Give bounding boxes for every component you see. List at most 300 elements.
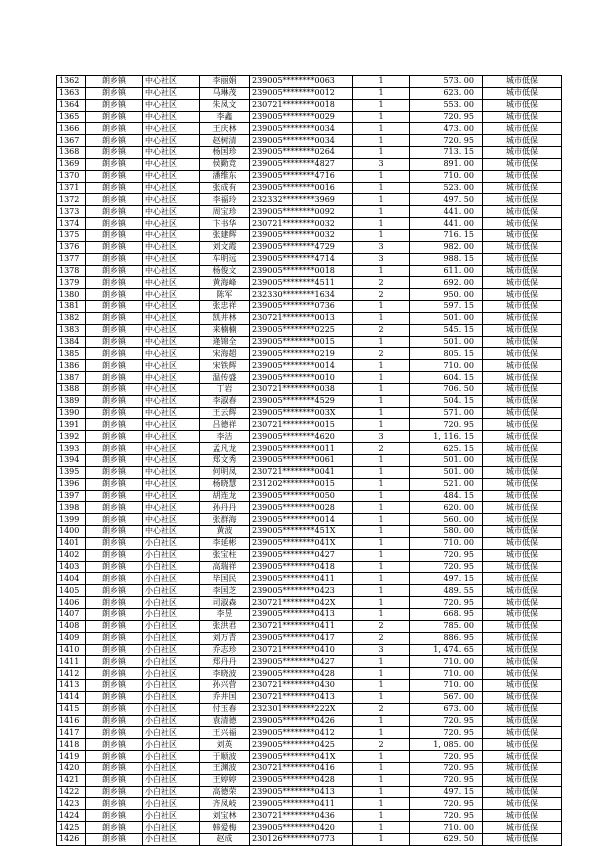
- household-size-cell: 1: [353, 691, 410, 703]
- id-number-cell: 239005********0264: [250, 147, 353, 159]
- amount-cell: 501. 00: [410, 312, 483, 324]
- name-cell: 宋铁辉: [200, 360, 250, 372]
- id-number-cell: 239005********0423: [250, 585, 353, 597]
- amount-cell: 625. 15: [410, 443, 483, 455]
- row-number-cell: 1380: [57, 289, 86, 301]
- id-number-cell: 232332********3969: [250, 194, 353, 206]
- household-size-cell: 1: [353, 466, 410, 478]
- id-number-cell: 239005********4511: [250, 277, 353, 289]
- community-cell: 小白社区: [143, 585, 200, 597]
- id-number-cell: 230721********0015: [250, 419, 353, 431]
- relief-type-cell: 城市低保: [483, 431, 562, 443]
- id-number-cell: 239005********0061: [250, 455, 353, 467]
- id-number-cell: 239005********0411: [250, 798, 353, 810]
- table-row: [57, 715, 562, 727]
- id-number-cell: 230721********0041: [250, 466, 353, 478]
- community-cell: 中心社区: [143, 419, 200, 431]
- town-cell: 朗乡镇: [86, 265, 143, 277]
- id-number-cell: 239005********0014: [250, 360, 353, 372]
- row-number-cell: 1394: [57, 455, 86, 467]
- relief-type-cell: 城市低保: [483, 277, 562, 289]
- table-row: [57, 182, 562, 194]
- household-size-cell: 1: [353, 526, 410, 538]
- community-cell: 中心社区: [143, 289, 200, 301]
- community-cell: 中心社区: [143, 99, 200, 111]
- amount-cell: 629. 50: [410, 834, 483, 846]
- row-number-cell: 1413: [57, 680, 86, 692]
- amount-cell: 668. 95: [410, 608, 483, 620]
- table-row: [57, 265, 562, 277]
- community-cell: 小白社区: [143, 834, 200, 846]
- name-cell: 王兴福: [200, 727, 250, 739]
- row-number-cell: 1384: [57, 336, 86, 348]
- name-cell: 张洪君: [200, 620, 250, 632]
- community-cell: 小白社区: [143, 573, 200, 585]
- community-cell: 小白社区: [143, 751, 200, 763]
- community-cell: 小白社区: [143, 691, 200, 703]
- town-cell: 朗乡镇: [86, 680, 143, 692]
- community-cell: 中心社区: [143, 514, 200, 526]
- community-cell: 中心社区: [143, 395, 200, 407]
- table-row: [57, 490, 562, 502]
- table-row: [57, 466, 562, 478]
- town-cell: 朗乡镇: [86, 182, 143, 194]
- row-number-cell: 1407: [57, 608, 86, 620]
- name-cell: 郑文秀: [200, 455, 250, 467]
- id-number-cell: 232330********1634: [250, 289, 353, 301]
- community-cell: 小白社区: [143, 786, 200, 798]
- table-row: [57, 324, 562, 336]
- name-cell: 何明凤: [200, 466, 250, 478]
- town-cell: 朗乡镇: [86, 123, 143, 135]
- relief-type-cell: 城市低保: [483, 620, 562, 632]
- amount-cell: 523. 00: [410, 182, 483, 194]
- town-cell: 朗乡镇: [86, 76, 143, 88]
- town-cell: 朗乡镇: [86, 218, 143, 230]
- amount-cell: 720. 95: [410, 111, 483, 123]
- community-cell: 中心社区: [143, 135, 200, 147]
- table-row: [57, 289, 562, 301]
- amount-cell: 1, 116. 15: [410, 431, 483, 443]
- household-size-cell: 1: [353, 99, 410, 111]
- household-size-cell: 1: [353, 715, 410, 727]
- relief-type-cell: 城市低保: [483, 798, 562, 810]
- name-cell: 刘万青: [200, 632, 250, 644]
- amount-cell: 720. 95: [410, 810, 483, 822]
- amount-cell: 611. 00: [410, 265, 483, 277]
- household-size-cell: 2: [353, 324, 410, 336]
- amount-cell: 571. 00: [410, 407, 483, 419]
- table-row: [57, 644, 562, 656]
- household-size-cell: 1: [353, 312, 410, 324]
- name-cell: 温传盛: [200, 372, 250, 384]
- id-number-cell: 230721********0416: [250, 762, 353, 774]
- town-cell: 朗乡镇: [86, 99, 143, 111]
- community-cell: 中心社区: [143, 478, 200, 490]
- household-size-cell: 1: [353, 170, 410, 182]
- row-number-cell: 1385: [57, 348, 86, 360]
- name-cell: 王婷婷: [200, 774, 250, 786]
- name-cell: 李福玲: [200, 194, 250, 206]
- table-row: [57, 727, 562, 739]
- amount-cell: 573. 00: [410, 76, 483, 88]
- id-number-cell: 239005********0050: [250, 490, 353, 502]
- id-number-cell: 232301********222X: [250, 703, 353, 715]
- town-cell: 朗乡镇: [86, 549, 143, 561]
- household-size-cell: 1: [353, 680, 410, 692]
- town-cell: 朗乡镇: [86, 703, 143, 715]
- household-size-cell: 1: [353, 727, 410, 739]
- household-size-cell: 1: [353, 455, 410, 467]
- amount-cell: 710. 00: [410, 537, 483, 549]
- id-number-cell: 239005********4729: [250, 241, 353, 253]
- relief-type-cell: 城市低保: [483, 537, 562, 549]
- name-cell: 孟凡龙: [200, 443, 250, 455]
- amount-cell: 891. 00: [410, 158, 483, 170]
- town-cell: 朗乡镇: [86, 135, 143, 147]
- row-number-cell: 1403: [57, 561, 86, 573]
- row-number-cell: 1365: [57, 111, 86, 123]
- id-number-cell: 239005********0426: [250, 715, 353, 727]
- amount-cell: 501. 00: [410, 336, 483, 348]
- row-number-cell: 1414: [57, 691, 86, 703]
- amount-cell: 710. 00: [410, 680, 483, 692]
- row-number-cell: 1364: [57, 99, 86, 111]
- row-number-cell: 1363: [57, 87, 86, 99]
- town-cell: 朗乡镇: [86, 336, 143, 348]
- town-cell: 朗乡镇: [86, 490, 143, 502]
- household-size-cell: 3: [353, 253, 410, 265]
- household-size-cell: 3: [353, 644, 410, 656]
- id-number-cell: 230721********0032: [250, 218, 353, 230]
- community-cell: 小白社区: [143, 549, 200, 561]
- relief-type-cell: 城市低保: [483, 455, 562, 467]
- relief-type-cell: 城市低保: [483, 76, 562, 88]
- amount-cell: 1, 085. 00: [410, 739, 483, 751]
- amount-cell: 521. 00: [410, 478, 483, 490]
- relief-type-cell: 城市低保: [483, 715, 562, 727]
- id-number-cell: 239005********0014: [250, 514, 353, 526]
- relief-type-cell: 城市低保: [483, 644, 562, 656]
- household-size-cell: 1: [353, 383, 410, 395]
- relief-type-cell: 城市低保: [483, 608, 562, 620]
- id-number-cell: 230721********0430: [250, 680, 353, 692]
- row-number-cell: 1420: [57, 762, 86, 774]
- amount-cell: 497. 15: [410, 786, 483, 798]
- community-cell: 中心社区: [143, 218, 200, 230]
- row-number-cell: 1370: [57, 170, 86, 182]
- table-row: [57, 419, 562, 431]
- household-size-cell: 1: [353, 182, 410, 194]
- relief-type-cell: 城市低保: [483, 502, 562, 514]
- amount-cell: 623. 00: [410, 87, 483, 99]
- id-number-cell: 239005********0425: [250, 739, 353, 751]
- id-number-cell: 239005********0018: [250, 265, 353, 277]
- name-cell: 车明远: [200, 253, 250, 265]
- row-number-cell: 1410: [57, 644, 86, 656]
- town-cell: 朗乡镇: [86, 455, 143, 467]
- community-cell: 小白社区: [143, 561, 200, 573]
- name-cell: 李淑春: [200, 395, 250, 407]
- relief-type-cell: 城市低保: [483, 786, 562, 798]
- id-number-cell: 231202********0015: [250, 478, 353, 490]
- community-cell: 小白社区: [143, 739, 200, 751]
- id-number-cell: 230126********0773: [250, 834, 353, 846]
- row-number-cell: 1425: [57, 822, 86, 834]
- household-size-cell: 3: [353, 241, 410, 253]
- table-row: [57, 76, 562, 88]
- id-number-cell: 239005********041X: [250, 751, 353, 763]
- household-size-cell: 1: [353, 502, 410, 514]
- household-size-cell: 1: [353, 786, 410, 798]
- row-number-cell: 1398: [57, 502, 86, 514]
- relief-type-cell: 城市低保: [483, 395, 562, 407]
- amount-cell: 545. 15: [410, 324, 483, 336]
- town-cell: 朗乡镇: [86, 324, 143, 336]
- town-cell: 朗乡镇: [86, 289, 143, 301]
- household-size-cell: 2: [353, 703, 410, 715]
- relief-type-cell: 城市低保: [483, 834, 562, 846]
- household-size-cell: 1: [353, 608, 410, 620]
- town-cell: 朗乡镇: [86, 466, 143, 478]
- table-row: [57, 478, 562, 490]
- amount-cell: 720. 95: [410, 727, 483, 739]
- name-cell: 李国芝: [200, 585, 250, 597]
- amount-cell: 441. 00: [410, 218, 483, 230]
- amount-cell: 710. 00: [410, 656, 483, 668]
- household-size-cell: 1: [353, 762, 410, 774]
- community-cell: 中心社区: [143, 194, 200, 206]
- name-cell: 毕国民: [200, 573, 250, 585]
- relief-type-cell: 城市低保: [483, 751, 562, 763]
- household-size-cell: 1: [353, 218, 410, 230]
- amount-cell: 710. 00: [410, 170, 483, 182]
- name-cell: 逄锦全: [200, 336, 250, 348]
- household-size-cell: 1: [353, 360, 410, 372]
- table-row: [57, 229, 562, 241]
- name-cell: 杨晓慧: [200, 478, 250, 490]
- name-cell: 刘文霞: [200, 241, 250, 253]
- town-cell: 朗乡镇: [86, 727, 143, 739]
- household-size-cell: 1: [353, 419, 410, 431]
- amount-cell: 720. 95: [410, 549, 483, 561]
- name-cell: 李昱: [200, 608, 250, 620]
- relief-type-cell: 城市低保: [483, 218, 562, 230]
- row-number-cell: 1402: [57, 549, 86, 561]
- relief-type-cell: 城市低保: [483, 762, 562, 774]
- amount-cell: 501. 00: [410, 466, 483, 478]
- table-row: [57, 691, 562, 703]
- relief-type-cell: 城市低保: [483, 810, 562, 822]
- town-cell: 朗乡镇: [86, 158, 143, 170]
- town-cell: 朗乡镇: [86, 111, 143, 123]
- town-cell: 朗乡镇: [86, 537, 143, 549]
- id-number-cell: 239005********0428: [250, 774, 353, 786]
- town-cell: 朗乡镇: [86, 383, 143, 395]
- relief-type-cell: 城市低保: [483, 87, 562, 99]
- row-number-cell: 1381: [57, 301, 86, 313]
- name-cell: 刘英: [200, 739, 250, 751]
- household-size-cell: 2: [353, 289, 410, 301]
- town-cell: 朗乡镇: [86, 360, 143, 372]
- amount-cell: 489. 55: [410, 585, 483, 597]
- name-cell: 杨国珍: [200, 147, 250, 159]
- row-number-cell: 1421: [57, 774, 86, 786]
- table-row: [57, 751, 562, 763]
- table-row: [57, 348, 562, 360]
- table-row: [57, 312, 562, 324]
- amount-cell: 441. 00: [410, 206, 483, 218]
- id-number-cell: 230721********0410: [250, 644, 353, 656]
- community-cell: 小白社区: [143, 537, 200, 549]
- id-number-cell: 239005********0028: [250, 502, 353, 514]
- table-row: [57, 608, 562, 620]
- table-row: [57, 537, 562, 549]
- row-number-cell: 1419: [57, 751, 86, 763]
- town-cell: 朗乡镇: [86, 502, 143, 514]
- id-number-cell: 230721********0038: [250, 383, 353, 395]
- table-row: [57, 360, 562, 372]
- id-number-cell: 239005********0412: [250, 727, 353, 739]
- table-row: [57, 822, 562, 834]
- name-cell: 杨俊文: [200, 265, 250, 277]
- table-row: [57, 395, 562, 407]
- table-row: [57, 502, 562, 514]
- name-cell: 卞书华: [200, 218, 250, 230]
- table-row: [57, 739, 562, 751]
- row-number-cell: 1375: [57, 229, 86, 241]
- household-size-cell: 3: [353, 158, 410, 170]
- row-number-cell: 1424: [57, 810, 86, 822]
- id-number-cell: 239005********0417: [250, 632, 353, 644]
- id-number-cell: 230721********0013: [250, 312, 353, 324]
- amount-cell: 713. 15: [410, 147, 483, 159]
- household-size-cell: 1: [353, 597, 410, 609]
- household-size-cell: 1: [353, 798, 410, 810]
- town-cell: 朗乡镇: [86, 419, 143, 431]
- id-number-cell: 230721********0018: [250, 99, 353, 111]
- row-number-cell: 1369: [57, 158, 86, 170]
- row-number-cell: 1382: [57, 312, 86, 324]
- town-cell: 朗乡镇: [86, 608, 143, 620]
- table-row: [57, 372, 562, 384]
- name-cell: 来楠楠: [200, 324, 250, 336]
- relief-type-cell: 城市低保: [483, 656, 562, 668]
- relief-type-cell: 城市低保: [483, 668, 562, 680]
- household-size-cell: 1: [353, 537, 410, 549]
- amount-cell: 950. 00: [410, 289, 483, 301]
- name-cell: 吕德祥: [200, 419, 250, 431]
- row-number-cell: 1415: [57, 703, 86, 715]
- relief-type-cell: 城市低保: [483, 182, 562, 194]
- town-cell: 朗乡镇: [86, 561, 143, 573]
- town-cell: 朗乡镇: [86, 478, 143, 490]
- table-row: [57, 241, 562, 253]
- amount-cell: 785. 00: [410, 620, 483, 632]
- household-size-cell: 1: [353, 573, 410, 585]
- household-size-cell: 1: [353, 822, 410, 834]
- household-size-cell: 1: [353, 194, 410, 206]
- row-number-cell: 1405: [57, 585, 86, 597]
- name-cell: 李延彬: [200, 537, 250, 549]
- household-size-cell: 1: [353, 561, 410, 573]
- table-row: [57, 656, 562, 668]
- town-cell: 朗乡镇: [86, 312, 143, 324]
- community-cell: 小白社区: [143, 656, 200, 668]
- id-number-cell: 239005********0736: [250, 301, 353, 313]
- amount-cell: 988. 15: [410, 253, 483, 265]
- community-cell: 小白社区: [143, 597, 200, 609]
- relief-roster-table: [56, 75, 562, 846]
- relief-type-cell: 城市低保: [483, 478, 562, 490]
- table-row: [57, 383, 562, 395]
- row-number-cell: 1408: [57, 620, 86, 632]
- relief-type-cell: 城市低保: [483, 123, 562, 135]
- table-row: [57, 573, 562, 585]
- table-row: [57, 455, 562, 467]
- row-number-cell: 1374: [57, 218, 86, 230]
- name-cell: 乔志珍: [200, 644, 250, 656]
- relief-type-cell: 城市低保: [483, 514, 562, 526]
- id-number-cell: 239005********0011: [250, 443, 353, 455]
- table-row: [57, 549, 562, 561]
- amount-cell: 886. 95: [410, 632, 483, 644]
- relief-type-cell: 城市低保: [483, 253, 562, 265]
- relief-type-cell: 城市低保: [483, 372, 562, 384]
- table-row: [57, 135, 562, 147]
- table-row: [57, 206, 562, 218]
- id-number-cell: 230721********0436: [250, 810, 353, 822]
- household-size-cell: 1: [353, 372, 410, 384]
- town-cell: 朗乡镇: [86, 751, 143, 763]
- community-cell: 中心社区: [143, 301, 200, 313]
- relief-type-cell: 城市低保: [483, 561, 562, 573]
- name-cell: 袁清德: [200, 715, 250, 727]
- community-cell: 中心社区: [143, 383, 200, 395]
- table-row: [57, 218, 562, 230]
- row-number-cell: 1367: [57, 135, 86, 147]
- community-cell: 小白社区: [143, 810, 200, 822]
- relief-type-cell: 城市低保: [483, 194, 562, 206]
- relief-type-cell: 城市低保: [483, 597, 562, 609]
- relief-type-cell: 城市低保: [483, 265, 562, 277]
- table-row: [57, 798, 562, 810]
- household-size-cell: 1: [353, 229, 410, 241]
- row-number-cell: 1409: [57, 632, 86, 644]
- town-cell: 朗乡镇: [86, 691, 143, 703]
- town-cell: 朗乡镇: [86, 668, 143, 680]
- row-number-cell: 1373: [57, 206, 86, 218]
- community-cell: 中心社区: [143, 253, 200, 265]
- table-row: [57, 680, 562, 692]
- community-cell: 中心社区: [143, 455, 200, 467]
- name-cell: 胡连龙: [200, 490, 250, 502]
- household-size-cell: 1: [353, 490, 410, 502]
- id-number-cell: 239005********0413: [250, 786, 353, 798]
- amount-cell: 553. 00: [410, 99, 483, 111]
- relief-type-cell: 城市低保: [483, 158, 562, 170]
- amount-cell: 1, 474. 65: [410, 644, 483, 656]
- amount-cell: 560. 00: [410, 514, 483, 526]
- row-number-cell: 1392: [57, 431, 86, 443]
- name-cell: 马琳茂: [200, 87, 250, 99]
- amount-cell: 597. 15: [410, 301, 483, 313]
- community-cell: 小白社区: [143, 608, 200, 620]
- amount-cell: 604. 15: [410, 372, 483, 384]
- household-size-cell: 1: [353, 834, 410, 846]
- town-cell: 朗乡镇: [86, 822, 143, 834]
- row-number-cell: 1417: [57, 727, 86, 739]
